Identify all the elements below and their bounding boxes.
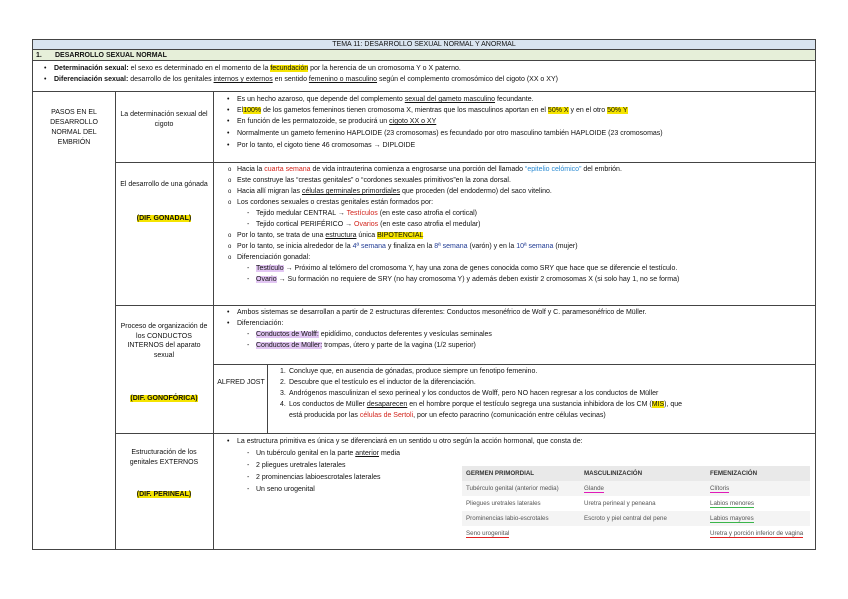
jost-divider <box>267 364 268 433</box>
section-heading: DESARROLLO SEXUAL NORMAL <box>55 52 167 59</box>
perineal-line-1d: - Un seno urogenital <box>256 486 315 494</box>
conductos-line-2a: - Conductos de Wolff: epidídimo, conductos deferentes y vesículas seminales <box>256 331 492 339</box>
table-cell <box>580 526 706 541</box>
table-cell: Labios menores <box>710 500 755 507</box>
table-cell: Glande <box>580 481 706 496</box>
conductos-tag: (DIF. GONOFÓRICA) <box>130 395 198 402</box>
row-divider-3 <box>115 433 816 434</box>
table-cell: Prominencias labio-escrotales <box>462 511 580 526</box>
gonada-label: El desarrollo de una gónada <box>120 181 208 188</box>
row-divider-1 <box>115 162 816 163</box>
row-divider-2 <box>115 305 816 306</box>
gonada-line-6: o Por lo tanto, se inicia alrededor de la 4ª semana y finaliza en la 8ª semana (varón) y en la 10ª semana (mujer) <box>237 243 578 251</box>
gonada-line-4a: - Tejido medular CENTRAL → Testículos (en este caso atrofia el cortical) <box>256 210 477 218</box>
perineal-tag: (DIF. PERINEAL) <box>136 491 192 498</box>
gonada-line-2: o Este construye las “crestas genitales” o “cordones sexuales primitivos”en la zona dorsal. <box>237 177 511 185</box>
section-number: 1. <box>36 52 42 59</box>
cigoto-line-2: • El100% de los gametos femeninos tienen cromosoma X, mientras que los masculinos aportan en el 50% X y en el otro 50% Y <box>237 107 628 115</box>
cigoto-line-1: • Es un hecho azaroso, que depende del complemento sexual del gameto masculino fecundante. <box>237 96 534 104</box>
table-row <box>462 496 810 511</box>
gonada-line-1: o Hacia la cuarta semana de vida intrauterina comienza a engrosarse una porción del llamado “epitelio celómico” del embrión. <box>237 166 622 174</box>
jost-item-2: 2. Descubre que el testículo es el inductor de la diferenciación. <box>280 379 476 386</box>
jost-item-4-cont: está producida por las células de Sertoli, por un efecto paracrino (comunicación entre células vecinas) <box>289 412 606 419</box>
col-divider-2 <box>213 92 214 550</box>
gonada-line-7b: - Ovario → Su formación no requiere de SRY (no hay cromosoma Y) y además deben existir 2 cromosomas X (si solo hay 1, no se forma) <box>256 276 679 284</box>
table-cell: Tubérculo genital (anterior media) <box>462 481 580 496</box>
conductos-line-1: • Ambos sistemas se desarrollan a partir de 2 estructuras diferentes: Conductos mesonéfrico de Wolf y C. paramesonéfrico de Müller. <box>237 309 647 317</box>
gonada-line-7a: - Testículo → Próximo al telómero del cromosoma Y, hay una zona de genes conocida como SRY que hace que se diferencie el testículo. <box>256 265 677 273</box>
table-row <box>462 511 810 526</box>
cigoto-line-5: • Por lo tanto, el cigoto tiene 46 cromosomas → DIPLOIDE <box>237 142 415 150</box>
gonada-line-5: o Por lo tanto, se trata de una estructura única BIPOTENCIAL <box>237 232 423 240</box>
table-row <box>462 526 810 541</box>
table-cell: Uretra perineal y peneana <box>584 500 656 507</box>
gonada-line-4b: - Tejido cortical PERIFÉRICO → Ovarios (en este caso atrofia el medular) <box>256 221 481 229</box>
table-cell: Pliegues uretrales laterales <box>466 500 541 507</box>
col-divider-1 <box>115 92 116 550</box>
steps-header: PASOS EN EL DESARROLLO NORMAL DEL EMBRIÓN <box>50 109 98 146</box>
conductos-label: Proceso de organización de los CONDUCTOS INTERNOS del aparato sexual <box>120 323 208 359</box>
cigoto-line-3: • En función de les permatozoide, se producirá un cigoto XX o XY <box>237 118 436 126</box>
cigoto-line-4: • Normalmente un gameto femenino HAPLOIDE (23 cromosomas) es fecundado por otro masculino también HAPLOIDE (23 cromosomas) <box>237 130 663 138</box>
page-title: TEMA 11: DESARROLLO SEXUAL NORMAL Y ANORMAL <box>332 41 516 48</box>
perineal-line-1b: - 2 pliegues uretrales laterales <box>256 462 346 470</box>
table-header: MASCULINIZACIÓN <box>580 466 706 481</box>
perineal-label: Estructuración de los genitales EXTERNOS <box>129 449 199 466</box>
gonada-line-7: o Diferenciación gonadal: <box>237 254 310 262</box>
table-header-row <box>462 466 810 481</box>
table-cell: Labios mayores <box>706 511 810 526</box>
intro-bullet-1: • Determinación sexual: el sexo es determinado en el momento de la fecundación por la herencia de un cromosoma Y o X paterno. <box>54 65 461 73</box>
table-cell: Escroto y piel central del pene <box>580 511 706 526</box>
table-header: FEMENIZACIÓN <box>706 466 810 481</box>
jost-item-4: 4. Los conductos de Müller desaparecen en el hombre porque el testículo segrega una sustancia inhibidora de los CM (MIS), que <box>280 401 683 408</box>
jost-item-1: 1. Concluye que, en ausencia de gónadas, produce siempre un fenotipo femenino. <box>280 368 538 375</box>
gonada-line-4: o Los cordones sexuales o crestas genitales están formados por: <box>237 199 433 207</box>
perineal-line-1a: - Un tubérculo genital en la parte anterior media <box>256 450 400 458</box>
genital-comparison-table <box>462 466 810 541</box>
conductos-line-2b: - Conductos de Müller: trompas, útero y parte de la vagina (1/2 superior) <box>256 342 476 350</box>
jost-top <box>213 364 816 365</box>
jost-label: ALFRED JOST <box>217 379 265 386</box>
table-cell: Uretra y porción inferior de vagina <box>710 530 804 537</box>
perineal-line-1c: - 2 prominencias labioescrotales laterales <box>256 474 381 482</box>
table-header: GERMEN PRIMORDIAL <box>462 466 580 481</box>
intro-bullet-2: • Diferenciación sexual: desarrollo de los genitales internos y externos en sentido femenino o masculino según el complemento cromosómico del cigoto (XX o XY) <box>54 76 558 84</box>
cigoto-label: La determinación sexual del cigoto <box>120 111 208 128</box>
table-cell: Clítoris <box>706 481 810 496</box>
gonada-tag: (DIF. GONADAL) <box>136 215 192 222</box>
jost-item-3: 3. Andrógenos masculinizan el sexo perineal y los conductos de Wolff, pero NO hacen regresar a los conductos de Müller <box>280 390 659 397</box>
table-row <box>462 481 810 496</box>
gonada-line-3: o Hacia allí migran las células germinales primordiales que proceden (del endodermo) del saco vitelino. <box>237 188 552 196</box>
table-cell: Seno urogenital <box>466 530 510 537</box>
perineal-line-1: • La estructura primitiva es única y se diferenciará en un sentido u otro según la acción hormonal, que consta de: <box>237 438 583 446</box>
conductos-line-2: • Diferenciación: <box>237 320 283 328</box>
